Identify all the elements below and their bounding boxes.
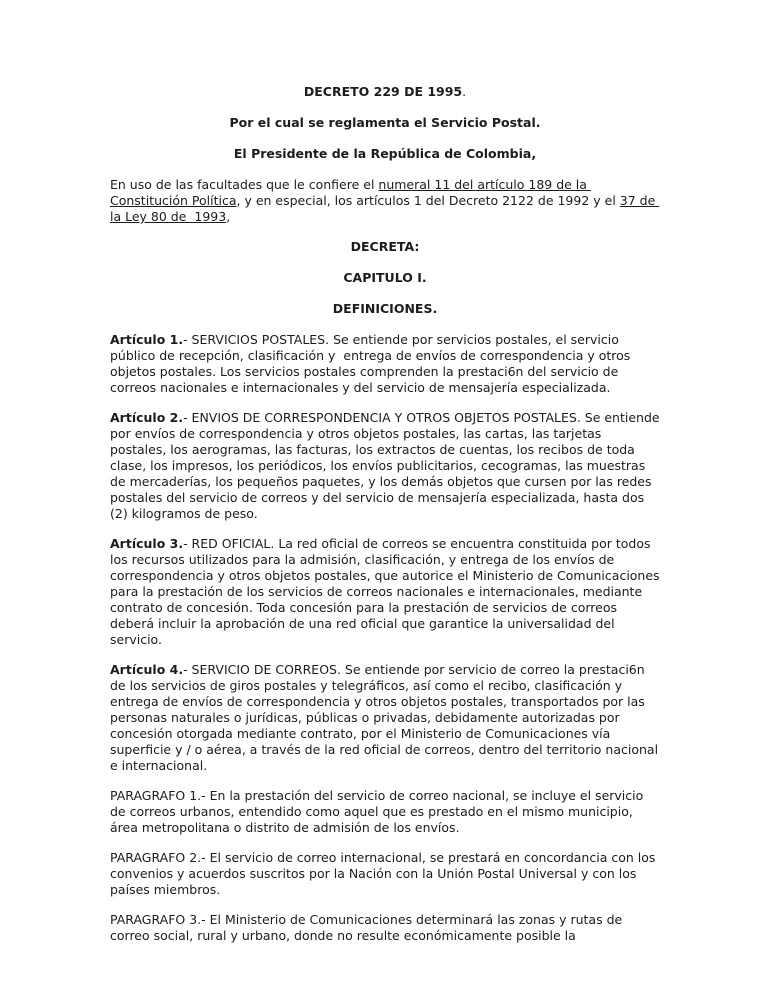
paragrafo-1: PARAGRAFO 1.- En la prestación del servicio de correo nacional, se incluye el servicio de correos urbanos, entendido como aquel que es prestado en el mismo municipio, área metropolitana o distrito de admisión de los envíos. bbox=[110, 788, 648, 835]
preamble-text-2: , y en especial, los artículos 1 del Decreto 2122 de 1992 y el bbox=[236, 193, 620, 208]
article-1-lead: Artículo 1. bbox=[110, 332, 184, 347]
article-1-text: - SERVICIOS POSTALES. Se entiende por servicios postales, el servicio público de recepción, clasificación y entrega de envíos de correspondencia y otros objetos postales. Los servicios postales comprenden la prestaci6n del servicio de correos nacionales e internacionales y del servicio de mensajería especializada. bbox=[110, 332, 635, 395]
article-2-paragraph bbox=[110, 410, 664, 522]
chapter-title-heading: DEFINICIONES. bbox=[332, 301, 438, 316]
decreta-heading: DECRETA: bbox=[350, 239, 420, 254]
document-title-text: DECRETO 229 DE 1995 bbox=[303, 84, 463, 99]
article-4-text: - SERVICIO DE CORREOS. Se entiende por servicio de correo la prestaci6n de los servicios de giros postales y telegráficos, así como el recibo, clasificación y entrega de envíos de correspondencia y otros objetos postales, transportados por las personas naturales o jurídicas, públicas o privadas, debidamente autorizadas por concesión otorgada mediante contrato, por el Ministerio de Comunicaciones vía superficie y / o aérea, a través de la red oficial de correos, dentro del territorio nacional e internacional. bbox=[110, 662, 663, 773]
article-3-text: - RED OFICIAL. La red oficial de correos se encuentra constituida por todos los recursos utilizados para la admisión, clasificación, y entrega de los envíos de correspondencia y otros objetos postales, que autorice el Ministerio de Comunicaciones para la prestación de los servicios de correos nacionales e internacionales, mediante contrato de concesión. Toda concesión para la prestación de servicios de correos deberá incluir la aprobación de una red oficial que garantice la universalidad del servicio. bbox=[110, 536, 664, 647]
link-articulo-189-constitucion[interactable]: numeral 11 del artículo 189 de la Constitución Política bbox=[110, 177, 591, 208]
document-issuer: El Presidente de la República de Colombia, bbox=[233, 146, 537, 161]
link-ley-80-1993[interactable]: 37 de la Ley 80 de 1993 bbox=[110, 193, 660, 224]
chapter-heading: CAPITULO I. bbox=[343, 270, 427, 285]
document-title bbox=[110, 84, 660, 100]
article-3-paragraph bbox=[110, 536, 664, 648]
paragrafo-3: PARAGRAFO 3.- El Ministerio de Comunicaciones determinará las zonas y rutas de correo social, rural y urbano, donde no resulte económicamente posible la bbox=[110, 912, 627, 943]
preamble-text-3: , bbox=[226, 209, 231, 224]
article-3-lead: Artículo 3. bbox=[110, 536, 184, 551]
preamble-text-1: En uso de las facultades que le confiere el bbox=[110, 177, 379, 192]
article-4-paragraph bbox=[110, 662, 663, 774]
preamble-paragraph bbox=[110, 177, 660, 225]
paragrafo-2: PARAGRAFO 2.- El servicio de correo internacional, se prestará en concordancia con los convenios y acuerdos suscritos por la Nación con la Unión Postal Universal y con los países miembros. bbox=[110, 850, 660, 897]
article-1-paragraph bbox=[110, 332, 660, 396]
article-2-lead: Artículo 2. bbox=[110, 410, 184, 425]
document-subtitle: Por el cual se reglamenta el Servicio Postal. bbox=[229, 115, 541, 130]
document-title-suffix: . bbox=[462, 84, 467, 99]
article-2-text: - ENVIOS DE CORRESPONDENCIA Y OTROS OBJETOS POSTALES. Se entiende por envíos de correspondencia y otros objetos postales, las cartas, las tarjetas postales, los aerogramas, las facturas, los extractos de cuentas, los recibos de toda clase, los impresos, los periódicos, los envíos publicitarios, cecogramas, las muestras de mercaderías, los pequeños paquetes, y los demás objetos que cursen por las redes postales del servicio de correos y del servicio de mensajería especializada, hasta dos (2) kilogramos de peso. bbox=[110, 410, 664, 521]
article-4-lead: Artículo 4. bbox=[110, 662, 184, 677]
